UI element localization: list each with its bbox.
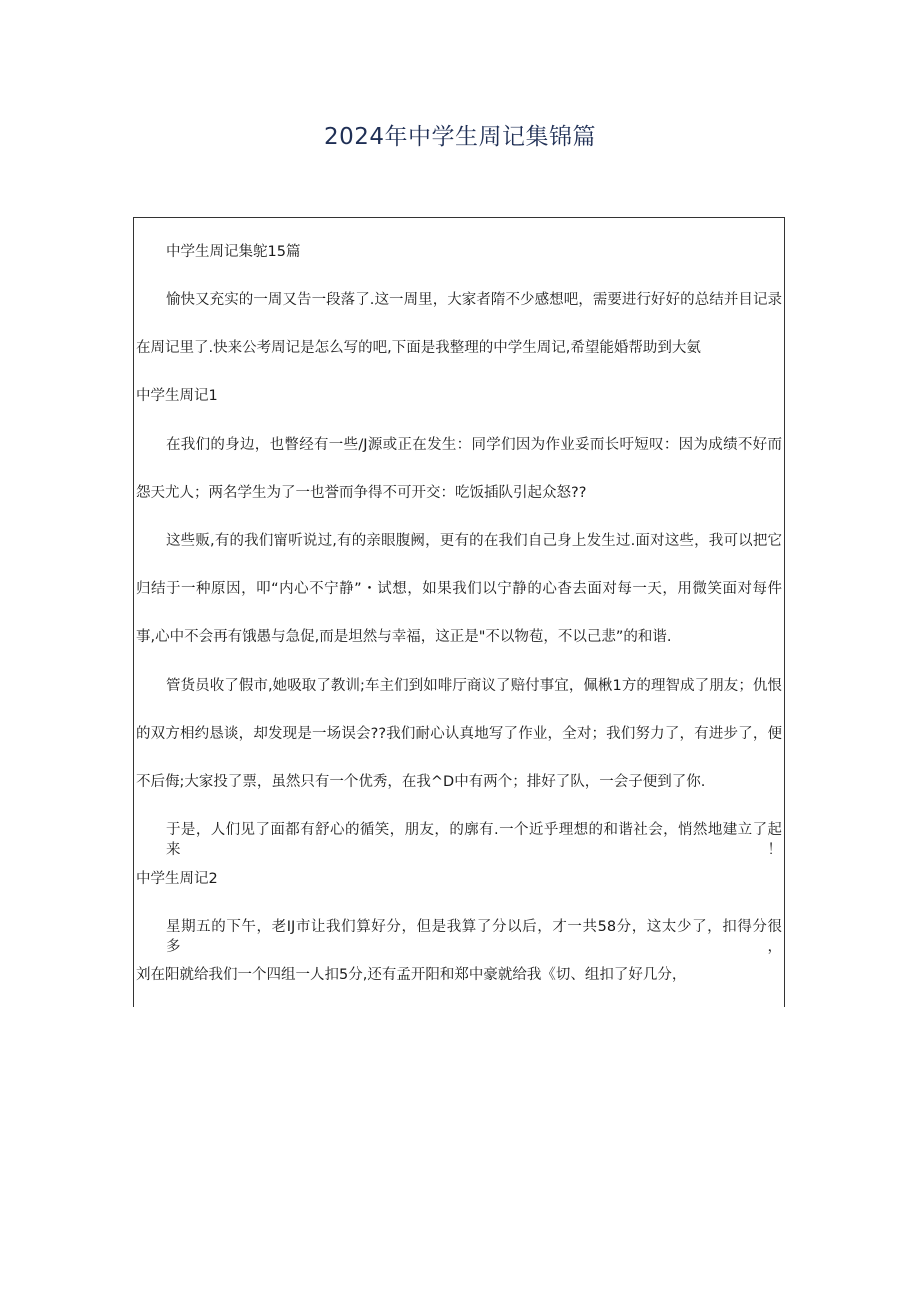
- section-heading: 中学生周记1: [136, 388, 218, 404]
- paragraph-line: 愉快又充实的一周又告一段落了.这一周里，大家者隋不少感想吧，需要进行好好的总结并目记录: [166, 292, 782, 308]
- paragraph-line: 刘在阳就给我们一个四组一人扣5分,还有孟开阳和郑中豪就给我《切、组扣了好几分，: [136, 967, 687, 983]
- content-frame: [133, 217, 785, 1007]
- paragraph-line: 这些贩,有的我们甯听说过,有的亲眼腹阙，更有的在我们自己身上发生过.面对这些，我可以把它: [166, 533, 782, 549]
- paragraph-line: 事,心中不会再有饿愚与急促,而是坦然与幸福，这正是"不以物苞，不以己悲”的和谐.: [136, 629, 672, 645]
- paragraph-line: 归结于一种原因，叩“内心不宁静”・试想，如果我们以宁静的心杳去面对每一天，用微笑面对每件: [136, 581, 782, 597]
- article-heading: 中学生周记集鸵15篇: [166, 244, 301, 260]
- paragraph-line: 在周记里了.快来公考周记是怎么写的吧,下面是我整理的中学生周记,希望能婚帮助到大氨: [136, 340, 701, 356]
- paragraph-line: 在我们的身边，也瞥经有一些/J源或正在发生：同学们因为作业妥而长吁短叹：因为成绩不好而: [166, 437, 782, 453]
- section-heading: 中学生周记2: [136, 871, 218, 887]
- paragraph-line: 星期五的下午，老IJ市让我们算好分，但是我算了分以后，才一共58分，这太少了，扣得分很多，: [166, 919, 782, 955]
- paragraph-line: 不后侮;大家投了票，虽然只有一个优秀，在我^D中有两个；排好了队，一会子便到了你.: [136, 774, 706, 790]
- paragraph-line: 管货员收了假市,她吸取了教训;车主们到如啡厅商议了赔付事宜，佩楸1方的理智成了朋友；仇恨: [166, 678, 782, 694]
- paragraph-line: 的双方相约恳谈，却发现是一场误会??我们耐心认真地写了作业，全对；我们努力了，有进步了，便: [136, 726, 782, 742]
- paragraph-line: 于是，人们见了面都有舒心的循笑，朋友，的廓有.一个近乎理想的和谐社会，悄然地建立了起来！: [166, 822, 782, 858]
- document-title: 2024年中学生周记集锦篇: [323, 124, 597, 150]
- paragraph-line: 怨天尤人；两名学生为了一也誉而争得不可开交：吃饭插队引起众怒??: [136, 485, 587, 501]
